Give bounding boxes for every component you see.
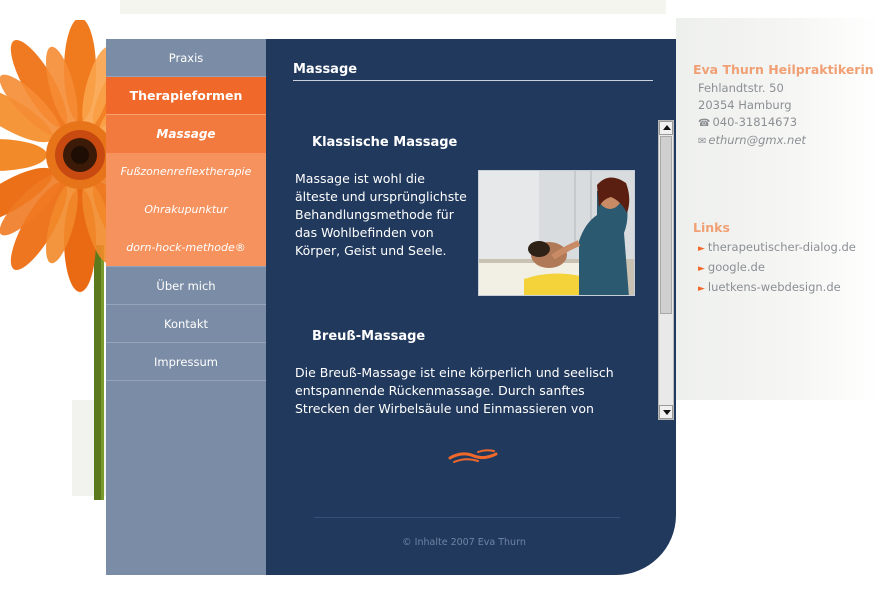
nav-item-therapieformen[interactable]: Therapieformen <box>106 77 266 115</box>
swoosh-logo-icon <box>448 447 498 465</box>
address-city: 20354 Hamburg <box>698 98 792 112</box>
nav-item-ueber-mich[interactable]: Über mich <box>106 267 266 305</box>
section-heading-klassische-massage: Klassische Massage <box>312 135 458 150</box>
phone-icon: ☎ <box>698 118 711 129</box>
contact-sidebar <box>693 62 883 298</box>
footer-divider <box>314 517 620 518</box>
phone-number: 040-31814673 <box>712 115 798 129</box>
massage-photo <box>478 170 635 296</box>
address-street: Fehlandtstr. 50 <box>698 81 784 95</box>
envelope-icon: ✉ <box>698 136 707 147</box>
email-link[interactable]: ethurn@gmx.net <box>708 133 806 147</box>
page-title: Massage <box>293 62 653 81</box>
scrollbar-thumb[interactable] <box>660 136 672 314</box>
nav-item-praxis[interactable]: Praxis <box>106 39 266 77</box>
phone-row <box>693 114 883 132</box>
content-panel <box>266 39 676 575</box>
content-scrollbar[interactable] <box>658 120 674 420</box>
link-label[interactable]: therapeutischer-dialog.de <box>707 240 856 254</box>
arrow-bullet-icon: ► <box>698 284 705 294</box>
link-label[interactable]: google.de <box>707 260 765 274</box>
arrow-bullet-icon: ► <box>698 264 705 274</box>
practitioner-name: Eva Thurn Heilpraktikerin <box>693 62 874 77</box>
arrow-bullet-icon: ► <box>698 244 705 254</box>
links-heading: Links <box>693 220 730 235</box>
chevron-up-icon <box>663 125 671 130</box>
nav-item-massage[interactable]: Massage <box>106 115 266 153</box>
chevron-down-icon <box>663 410 671 415</box>
scroll-up-button[interactable] <box>659 121 673 135</box>
link-label[interactable]: luetkens-webdesign.de <box>707 280 841 294</box>
gerbera-flower-image <box>0 20 110 500</box>
link-therapeutischer-dialog[interactable] <box>693 238 883 258</box>
nav-item-impressum[interactable]: Impressum <box>106 343 266 381</box>
section-text-breuss-massage: Die Breuß-Massage ist eine körperlich und seelisch entspannende Rückenmassage. Durch sanftes Strecken der Wirbelsäule und Einmassieren von <box>295 365 614 416</box>
scrollable-content[interactable] <box>266 121 676 421</box>
nav-item-fusszonenreflextherapie[interactable]: Fußzonenreflextherapie <box>106 153 266 191</box>
scroll-down-button[interactable] <box>659 405 673 419</box>
copyright-text: © Inhalte 2007 Eva Thurn <box>402 537 526 548</box>
top-band <box>120 0 666 14</box>
main-navigation <box>106 39 266 575</box>
section-text-klassische-massage: Massage ist wohl die älteste und ursprünglichste Behandlungsmethode für das Wohlbefinden von Körper, Geist und Seele. <box>295 171 467 258</box>
link-luetkens-webdesign[interactable] <box>693 278 883 298</box>
nav-item-kontakt[interactable]: Kontakt <box>106 305 266 343</box>
nav-item-dorn-hock-methode[interactable]: dorn-hock-methode® <box>106 229 266 267</box>
link-google[interactable] <box>693 258 883 278</box>
section-heading-breuss-massage: Breuß-Massage <box>312 329 426 344</box>
nav-item-ohrakupunktur[interactable]: Ohrakupunktur <box>106 191 266 229</box>
email-row[interactable] <box>693 132 883 150</box>
